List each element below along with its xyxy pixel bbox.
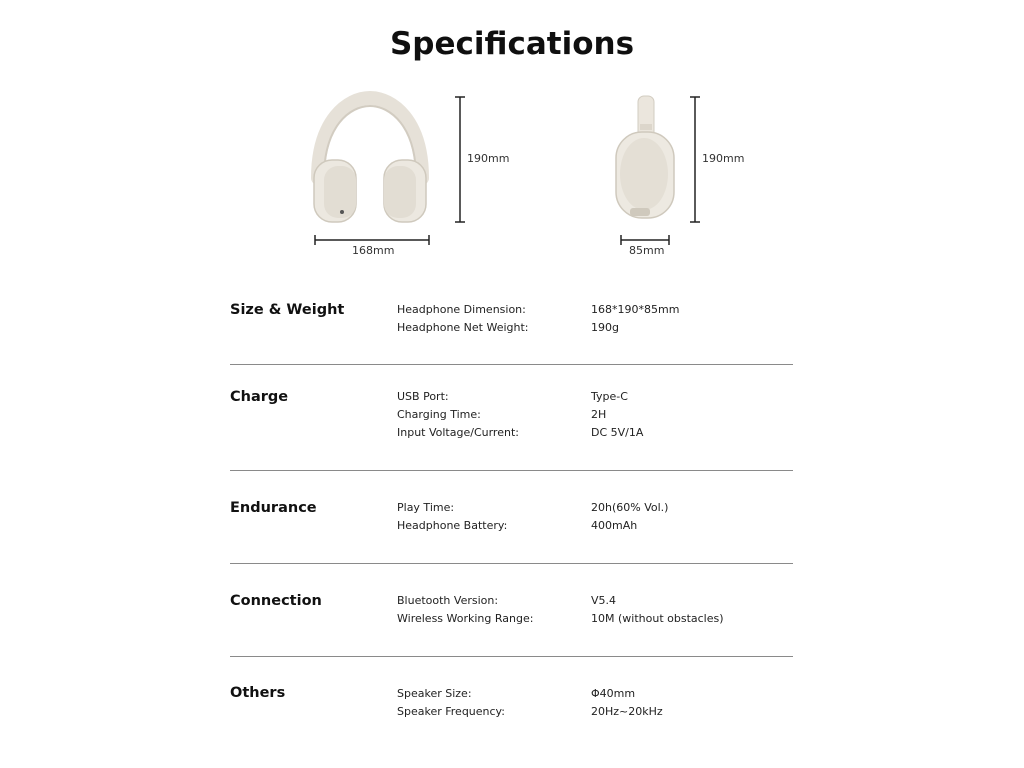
spec-row [230, 321, 793, 339]
spec-label: Wireless Working Range: [397, 612, 534, 625]
spec-label: Input Voltage/Current: [397, 426, 519, 439]
spec-label: Headphone Battery: [397, 519, 508, 532]
spec-row [230, 303, 793, 321]
spec-label: Bluetooth Version: [397, 594, 499, 607]
spec-value: 168*190*85mm [591, 303, 680, 316]
headphone-front-figure [300, 90, 520, 260]
spec-label: Headphone Net Weight: [397, 321, 529, 334]
section-title: Endurance [230, 500, 317, 516]
spec-label: Speaker Frequency: [397, 705, 505, 718]
front-height-label: 190mm [467, 152, 510, 165]
page-title: Specifications [389, 26, 635, 62]
spec-value: DC 5V/1A [591, 426, 644, 439]
side-height-label: 190mm [702, 152, 745, 165]
front-width-label: 168mm [352, 244, 395, 257]
section-title: Size & Weight [230, 302, 345, 318]
spec-row [230, 687, 793, 705]
section-title: Connection [230, 593, 322, 609]
section-title: Others [230, 685, 286, 701]
headphone-side-figure [600, 90, 780, 260]
spec-row [230, 408, 793, 426]
spec-label: Headphone Dimension: [397, 303, 526, 316]
section-divider [230, 364, 793, 365]
spec-label: Speaker Size: [397, 687, 472, 700]
spec-label: USB Port: [397, 390, 449, 403]
spec-value: V5.4 [591, 594, 617, 607]
spec-value: 20Hz~20kHz [591, 705, 663, 718]
headphone-front-image [300, 90, 520, 260]
spec-label: Charging Time: [397, 408, 481, 421]
spec-row [230, 501, 793, 519]
spec-row [230, 390, 793, 408]
spec-value: 20h(60% Vol.) [591, 501, 669, 514]
spec-row [230, 426, 793, 444]
spec-value: 10M (without obstacles) [591, 612, 724, 625]
spec-row [230, 594, 793, 612]
spec-value: Type-C [591, 390, 628, 403]
spec-row [230, 612, 793, 630]
side-width-label: 85mm [629, 244, 665, 257]
spec-value: 400mAh [591, 519, 638, 532]
spec-label: Play Time: [397, 501, 455, 514]
section-divider [230, 563, 793, 564]
spec-value: 190g [591, 321, 619, 334]
section-divider [230, 656, 793, 657]
spec-row [230, 519, 793, 537]
spec-value: Φ40mm [591, 687, 636, 700]
spec-value: 2H [591, 408, 607, 421]
headphone-side-image [600, 90, 780, 260]
section-divider [230, 470, 793, 471]
spec-row [230, 705, 793, 723]
section-title: Charge [230, 389, 289, 405]
